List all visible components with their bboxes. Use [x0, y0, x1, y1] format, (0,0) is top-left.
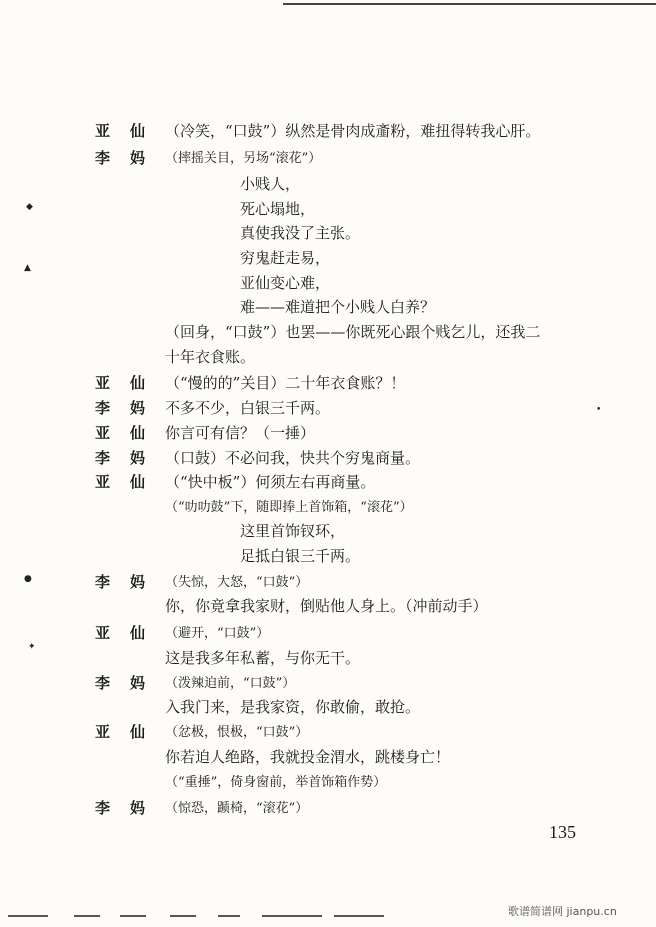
line-text: 足抵白银三千两。 — [240, 547, 361, 565]
line-text: （“快中板”）何须左右再商量。 — [165, 473, 376, 491]
line-text: （冷笑，“口鼓”）纵然是骨肉成齑粉，难扭得转我心肝。 — [165, 122, 541, 140]
page-number: 135 — [549, 822, 576, 842]
line-text: 你言可有信？（一捶） — [165, 424, 316, 442]
speaker-name: 李妈 — [95, 674, 166, 692]
speaker-name: 亚仙 — [95, 473, 166, 491]
line-text: （避开，“口鼓”） — [165, 626, 270, 641]
line-text: 这里首饰钗环， — [240, 522, 346, 540]
margin-mark: ✦ — [28, 642, 36, 652]
speaker-name: 亚仙 — [95, 624, 166, 642]
speaker-name: 亚仙 — [95, 723, 166, 741]
line-text: 真使我没了主张。 — [240, 224, 361, 242]
line-text: （“重捶”，倚身窗前，举首饰箱作势） — [165, 775, 387, 790]
line-text: 十年衣食账。 — [165, 348, 256, 366]
bottom-rule — [74, 915, 100, 917]
line-text: 你，你竟拿我家财，倒贴他人身上。（冲前动手） — [165, 597, 488, 615]
line-text: （惊恐，踬椅，“滚花”） — [165, 801, 309, 816]
line-text: 你若迫人绝路，我就投金渭水，跳楼身亡！ — [165, 748, 451, 766]
bottom-rule — [170, 915, 196, 917]
line-text: 死心塌地， — [240, 200, 316, 218]
margin-mark: ● — [24, 574, 32, 584]
line-text: （忿极，恨极，“口鼓”） — [165, 725, 309, 740]
bottom-rule — [334, 915, 384, 917]
line-text: 不多不少，白银三千两。 — [165, 399, 331, 417]
line-text: 难——难道把个小贱人白养？ — [240, 298, 436, 316]
line-text: （口鼓）不必问我，快共个穷鬼商量。 — [165, 449, 421, 467]
line-text: 小贱人， — [240, 175, 301, 193]
bottom-rule — [120, 915, 146, 917]
line-text: 入我门来，是我家资，你敢偷，敢抢。 — [165, 698, 421, 716]
speaker-name: 李妈 — [95, 799, 166, 817]
speaker-name: 李妈 — [95, 573, 166, 591]
margin-mark: ◆ — [26, 202, 33, 212]
margin-mark: • — [596, 405, 602, 415]
speaker-name: 亚仙 — [95, 424, 166, 442]
bottom-rule — [218, 915, 240, 917]
speaker-name: 亚仙 — [95, 374, 166, 392]
speaker-name: 李妈 — [95, 149, 166, 167]
watermark: 歌谱简谱网 jianpu.cn — [508, 905, 617, 918]
line-text: （回身，“口鼓”）也罢——你既死心跟个贱乞儿，还我二 — [165, 323, 541, 341]
line-text: 穷鬼赶走易， — [240, 249, 331, 267]
line-text: （“叻叻鼓”下，随即捧上首饰箱，“滚花”） — [165, 500, 413, 515]
line-text: （失惊，大怒，“口鼓”） — [165, 575, 309, 590]
top-rule — [283, 3, 656, 5]
speaker-name: 李妈 — [95, 399, 166, 417]
line-text: 亚仙变心难， — [240, 274, 331, 292]
bottom-rule — [262, 915, 322, 917]
speaker-name: 李妈 — [95, 449, 166, 467]
line-text: （泼辣迫前，“口鼓”） — [165, 676, 296, 691]
line-text: （摔摇关目，另场“滚花”） — [165, 151, 322, 166]
speaker-name: 亚仙 — [95, 122, 166, 140]
bottom-rule — [8, 915, 48, 917]
line-text: （“慢的的”关目）二十年衣食账？！ — [165, 374, 406, 392]
margin-mark: ▲ — [24, 263, 31, 273]
line-text: 这是我多年私蓄，与你无干。 — [165, 649, 361, 667]
